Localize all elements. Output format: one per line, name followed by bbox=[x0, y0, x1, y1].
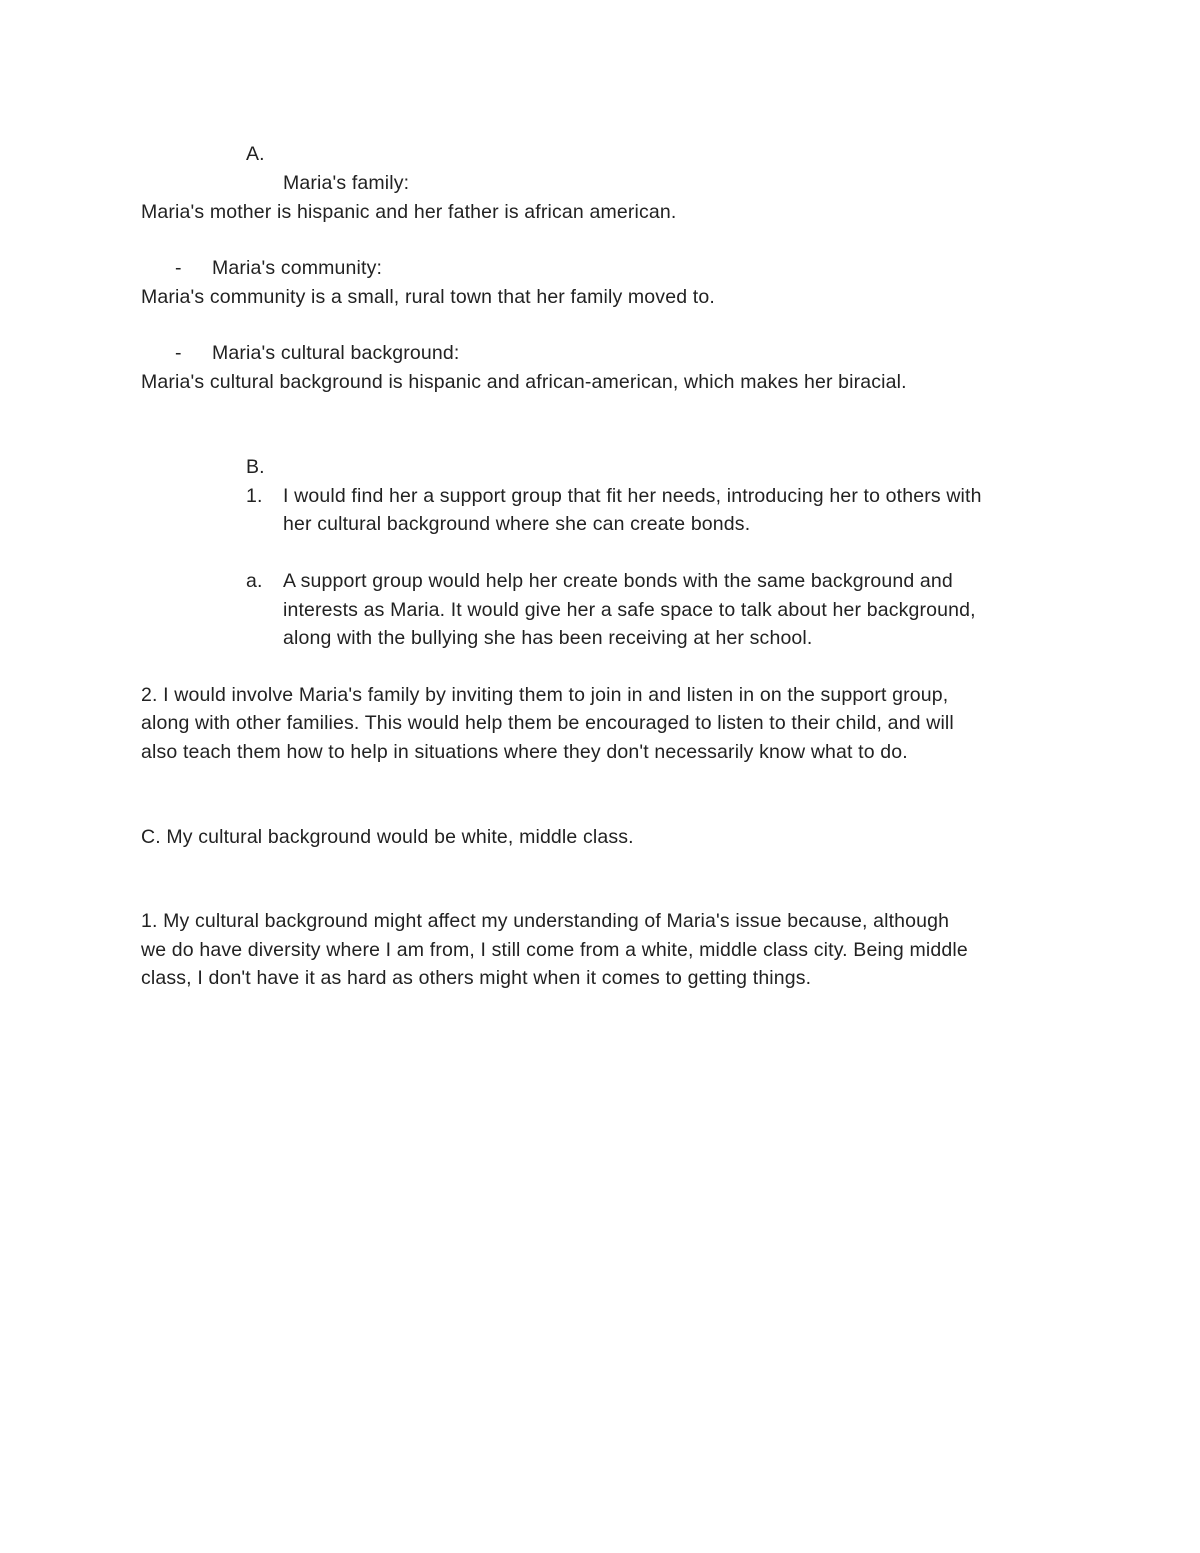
item-a-line: A support group would help her create bonds with the same background and bbox=[283, 570, 953, 592]
section-b-label: B. bbox=[246, 456, 265, 478]
section-c-text: C. My cultural background would be white, middle class. bbox=[141, 826, 634, 848]
item2-line: 2. I would involve Maria's family by inviting them to join in and listen in on the support group, bbox=[141, 684, 949, 706]
item-a-line: along with the bullying she has been receiving at her school. bbox=[283, 627, 813, 649]
section-c-item1-line: we do have diversity where I am from, I still come from a white, middle class city. Being middle bbox=[141, 939, 968, 961]
section-c-item1-line: class, I don't have it as hard as others might when it comes to getting things. bbox=[141, 967, 812, 989]
family-text: Maria's mother is hispanic and her father is african american. bbox=[141, 201, 677, 223]
culture-bullet: - bbox=[175, 342, 182, 364]
item2-line: along with other families. This would help them be encouraged to listen to their child, and will bbox=[141, 712, 954, 734]
family-heading: Maria's family: bbox=[283, 172, 410, 194]
culture-heading: Maria's cultural background: bbox=[212, 342, 460, 364]
culture-text: Maria's cultural background is hispanic and african-american, which makes her biracial. bbox=[141, 371, 907, 393]
section-a-label: A. bbox=[246, 143, 265, 165]
item1-number: 1. bbox=[246, 485, 263, 507]
community-heading: Maria's community: bbox=[212, 257, 383, 279]
item-a-letter: a. bbox=[246, 570, 263, 592]
item2-line: also teach them how to help in situations where they don't necessarily know what to do. bbox=[141, 741, 908, 763]
community-text: Maria's community is a small, rural town that her family moved to. bbox=[141, 286, 715, 308]
community-bullet: - bbox=[175, 257, 182, 279]
item1-line: her cultural background where she can create bonds. bbox=[283, 513, 751, 535]
item1-line: I would find her a support group that fit her needs, introducing her to others with bbox=[283, 485, 982, 507]
section-c-item1-line: 1. My cultural background might affect my understanding of Maria's issue because, although bbox=[141, 910, 950, 932]
item-a-line: interests as Maria. It would give her a safe space to talk about her background, bbox=[283, 599, 976, 621]
